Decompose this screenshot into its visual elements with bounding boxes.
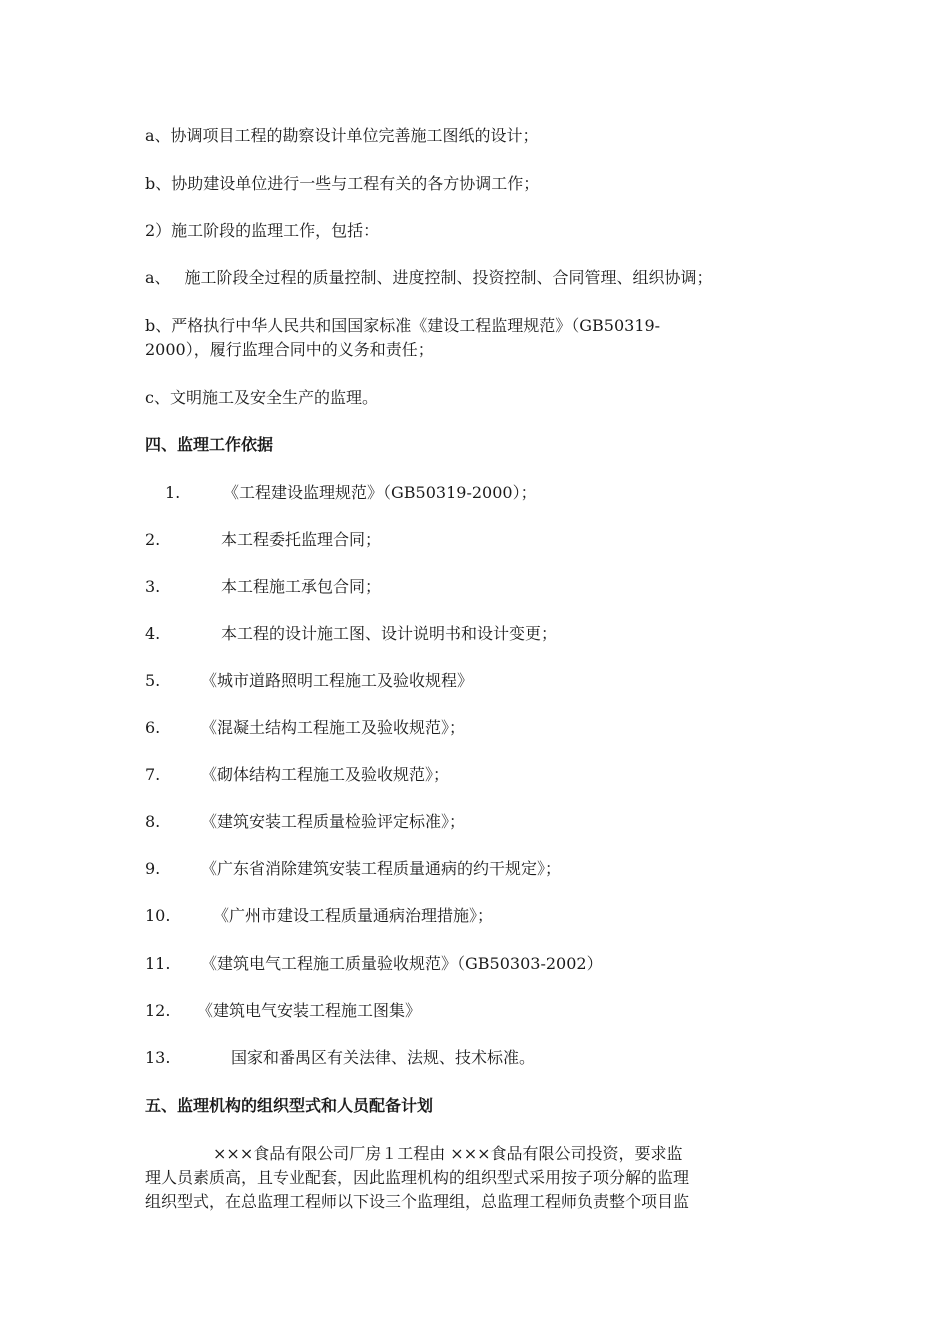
item-b-standard-line1: b、严格执行中华人民共和国国家标准《建设工程监理规范》（GB50319- xyxy=(145,316,661,335)
item-number: 4. xyxy=(145,624,161,643)
basis-item-12 xyxy=(145,999,421,1023)
item-text: 《混凝土结构工程施工及验收规范》； xyxy=(201,718,466,737)
item-b-coordination: b、协助建设单位进行一些与工程有关的各方协调工作； xyxy=(145,174,540,193)
item-text: 《城市道路照明工程施工及验收规程》 xyxy=(201,671,474,690)
item-number: 5. xyxy=(145,671,161,690)
basis-item-13 xyxy=(145,1046,535,1070)
item-a-construction-control xyxy=(145,266,713,290)
item-text: 国家和番禺区有关法律、法规、技术标准。 xyxy=(231,1048,536,1067)
basis-item-4 xyxy=(145,622,557,646)
item-number: 3. xyxy=(145,577,161,596)
item-text: 本工程委托监理合同； xyxy=(221,530,382,549)
item-text: 《广东省消除建筑安装工程质量通病的约干规定》； xyxy=(201,859,562,878)
item-text: 施工阶段全过程的质量控制、进度控制、投资控制、合同管理、组织协调； xyxy=(184,268,713,287)
item-a-survey-design: a、协调项目工程的勘察设计单位完善施工图纸的设计； xyxy=(145,126,539,145)
section-4-heading: 四、监理工作依据 xyxy=(145,435,274,454)
item-c-safety: c、文明施工及安全生产的监理。 xyxy=(145,388,378,407)
section-5-paragraph-line3: 组织型式，在总监理工程师以下设三个监理组，总监理工程师负责整个项目监 xyxy=(145,1192,690,1211)
stage-2-title: 2）施工阶段的监理工作，包括： xyxy=(145,221,380,240)
item-text: 《建筑电气安装工程施工图集》 xyxy=(197,1001,422,1020)
item-number: 6. xyxy=(145,718,161,737)
basis-item-6 xyxy=(145,716,465,740)
basis-item-10 xyxy=(145,904,493,928)
item-text: 本工程的设计施工图、设计说明书和设计变更； xyxy=(221,624,558,643)
item-text: 本工程施工承包合同； xyxy=(221,577,382,596)
item-b-standard-line2: 2000），履行监理合同中的义务和责任； xyxy=(145,340,434,359)
basis-item-7 xyxy=(145,763,449,787)
item-number: 13. xyxy=(145,1048,171,1067)
item-number: 1. xyxy=(165,483,181,502)
item-text: 《工程建设监理规范》（GB50319-2000）； xyxy=(223,483,537,502)
item-number: 8. xyxy=(145,812,161,831)
item-number: 9. xyxy=(145,859,161,878)
basis-item-9 xyxy=(145,857,561,881)
item-text: 《砌体结构工程施工及验收规范》； xyxy=(201,765,450,784)
item-number: 7. xyxy=(145,765,161,784)
section-5-paragraph-line2: 理人员素质高，且专业配套，因此监理机构的组织型式采用按子项分解的监理 xyxy=(145,1168,690,1187)
basis-item-2 xyxy=(145,528,381,552)
item-prefix: a、 xyxy=(145,268,171,287)
item-text: 《广州市建设工程质量通病治理措施》； xyxy=(213,906,494,925)
basis-item-8 xyxy=(145,810,465,834)
item-number: 10. xyxy=(145,906,171,925)
section-5-paragraph-line1: ×××食品有限公司厂房１工程由 ×××食品有限公司投资，要求监 xyxy=(213,1144,683,1163)
basis-item-5 xyxy=(145,669,473,693)
basis-item-11 xyxy=(145,952,603,976)
basis-item-3 xyxy=(145,575,381,599)
item-number: 2. xyxy=(145,530,161,549)
item-number: 12. xyxy=(145,1001,171,1020)
section-5-heading: 五、监理机构的组织型式和人员配备计划 xyxy=(145,1096,434,1115)
item-text: 《建筑电气工程施工质量验收规范》（GB50303-2002） xyxy=(201,954,603,973)
basis-item-1 xyxy=(165,481,537,505)
item-number: 11. xyxy=(145,954,171,973)
item-text: 《建筑安装工程质量检验评定标准》； xyxy=(201,812,466,831)
